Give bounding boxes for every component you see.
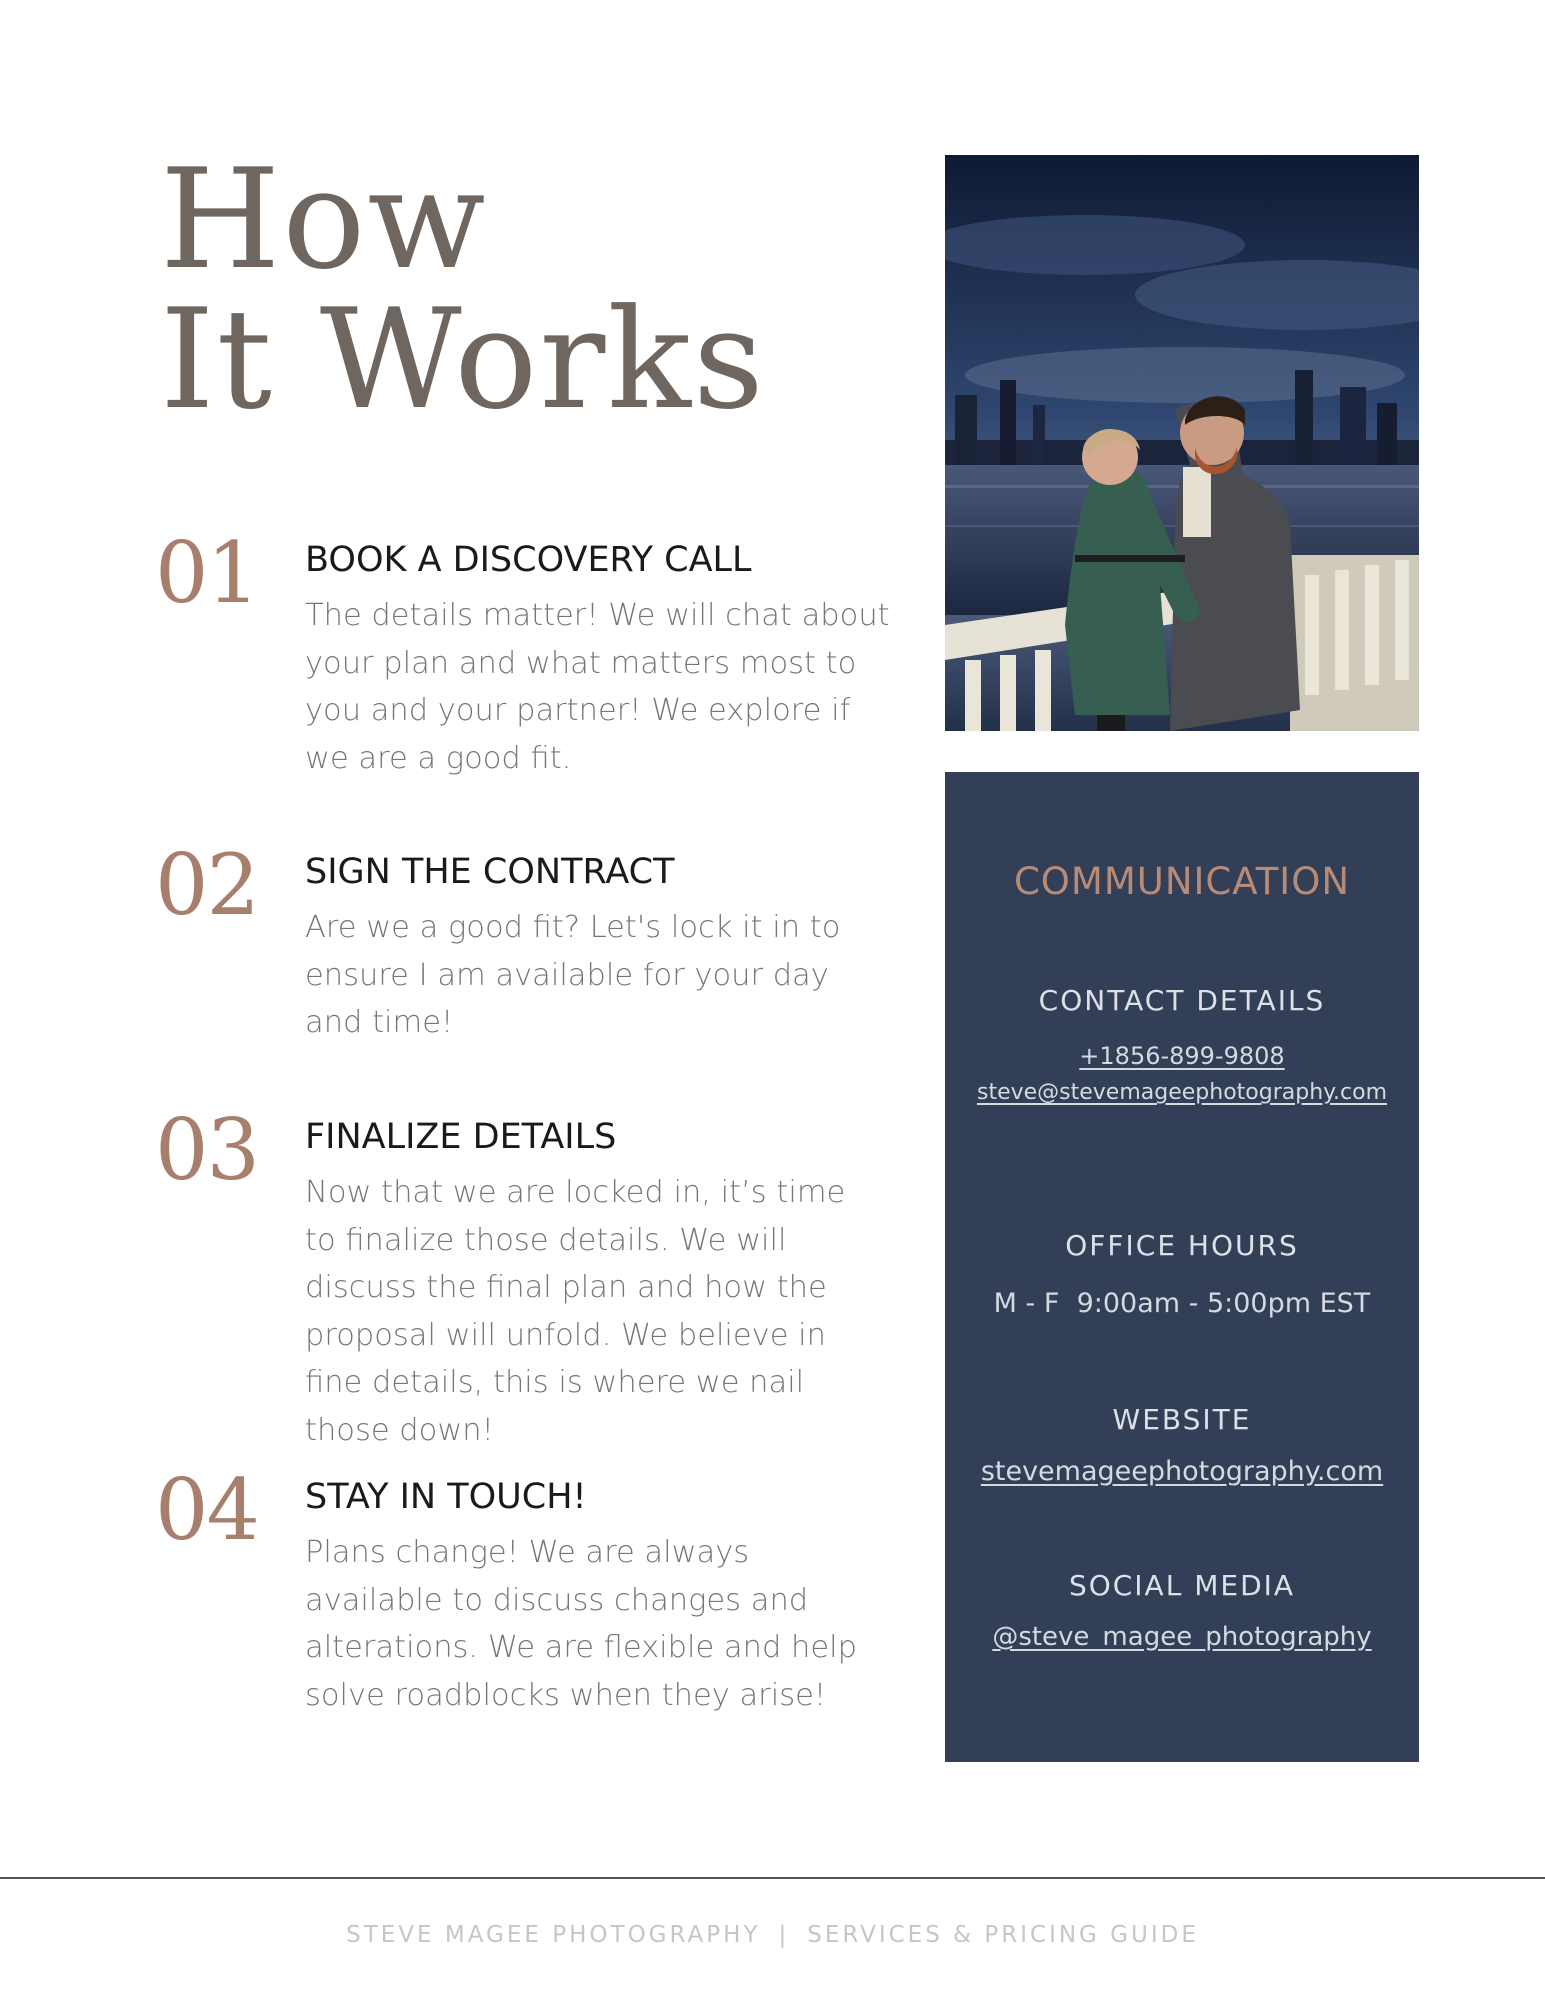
step-description: Are we a good fit? Let's lock it in to ensure I am available for your day and time!	[305, 910, 841, 1040]
step-number: 04	[155, 1461, 258, 1559]
social-media-heading: SOCIAL MEDIA	[1068, 1569, 1296, 1602]
couple-photo	[945, 155, 1419, 731]
footer	[0, 1922, 1545, 1948]
step-number: 03	[155, 1101, 258, 1199]
page-title	[160, 139, 766, 440]
website-link[interactable]: stevemageephotography.com	[980, 1456, 1384, 1487]
page-title-line-1: How	[160, 139, 488, 300]
step-title: SIGN THE CONTRACT	[305, 852, 675, 892]
contact-details-heading: CONTACT DETAILS	[1038, 984, 1326, 1017]
step-description: Plans change! We are always available to discuss changes and alterations. We are flexible and help solve roadblocks when they arise!	[305, 1535, 857, 1713]
footer-divider	[0, 1877, 1545, 1879]
step-title: STAY IN TOUCH!	[305, 1477, 587, 1517]
website-heading: WEBSITE	[1112, 1403, 1252, 1436]
office-hours-text: M - F 9:00am - 5:00pm EST	[993, 1288, 1371, 1319]
email-link[interactable]: steve@stevemageephotography.com	[976, 1080, 1388, 1105]
couple-photo-illustration	[945, 155, 1419, 731]
footer-brand: STEVE MAGEE PHOTOGRAPHY	[346, 1922, 761, 1948]
communication-panel	[945, 772, 1419, 1762]
office-hours-heading: OFFICE HOURS	[1065, 1229, 1299, 1262]
phone-link[interactable]: +1856-899-9808	[1079, 1042, 1285, 1070]
step-number: 02	[155, 836, 258, 934]
social-media-link[interactable]: @steve_magee_photography	[992, 1622, 1372, 1652]
step-description: The details matter! We will chat about your plan and what matters most to you and your partner! We explore if we are a good fit.	[305, 598, 890, 776]
step-description: Now that we are locked in, it’s time to finalize those details. We will discuss the final plan and how the proposal will unfold. We believe in fine details, this is where we nail those down!	[305, 1175, 846, 1448]
step-number: 01	[155, 524, 258, 622]
step-title: BOOK A DISCOVERY CALL	[305, 540, 752, 580]
step-title: FINALIZE DETAILS	[305, 1117, 617, 1157]
page-title-line-2: It Works	[160, 279, 766, 440]
footer-separator: |	[778, 1922, 790, 1948]
footer-guide-title: SERVICES & PRICING GUIDE	[807, 1922, 1199, 1948]
communication-heading: COMMUNICATION	[1013, 860, 1351, 903]
